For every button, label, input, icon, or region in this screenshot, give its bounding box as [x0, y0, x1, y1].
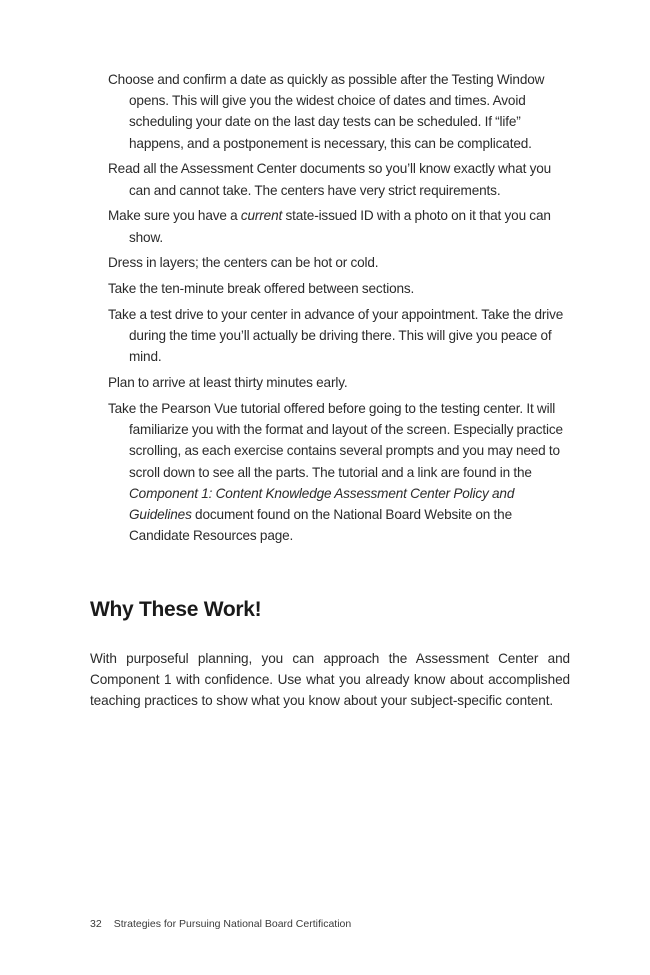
tip-text: Choose and confirm a date as quickly as possible after the Testing Window opens. This will give you the widest choice of dates and times. Avoid scheduling your date on the last day tests can be scheduled. If “life” happens, and a postponement is necessary, this can be complicated. [108, 72, 545, 151]
tip-text: Take a test drive to your center in advance of your appointment. Take the drive during the time you’ll actually be driving there. This will give you peace of mind. [108, 307, 564, 365]
tip-item [108, 205, 570, 247]
tip-item [108, 69, 570, 154]
tip-text: Plan to arrive at least thirty minutes early. [108, 375, 348, 391]
tip-text: document found on the National Board Website on the Candidate Resources page. [129, 507, 512, 544]
tip-text-italic: Component 1: Content Knowledge Assessment Center Policy and Guidelines [129, 485, 515, 523]
tip-item [108, 398, 570, 546]
running-footer-title: Strategies for Pursuing National Board Certification [113, 918, 352, 930]
tip-item [108, 252, 570, 273]
tip-text: Dress in layers; the centers can be hot or cold. [108, 255, 379, 271]
tip-item [108, 158, 570, 200]
page-footer [90, 918, 351, 930]
tip-text: state-issued ID with a photo on it that you can show. [129, 208, 551, 245]
tip-item [108, 372, 570, 393]
tip-text: Take the Pearson Vue tutorial offered before going to the testing center. It will familiarize you with the format and layout of the screen. Especially practice scrolling, as each exercise contains several prompts and you may need to scroll down to see all the parts. The tutorial and a link are found in the [108, 401, 563, 480]
tips-list [108, 69, 570, 551]
tip-text-italic: current [240, 208, 283, 224]
section-heading: Why These Work! [90, 598, 262, 621]
tip-item [108, 304, 570, 368]
tip-text: Make sure you have a [108, 208, 241, 224]
tip-text: Read all the Assessment Center documents so you’ll know exactly what you can and cannot take. The centers have very strict requirements. [108, 161, 552, 198]
tip-item [108, 278, 570, 299]
tip-text: Take the ten-minute break offered between sections. [108, 281, 415, 297]
section-paragraph: With purposeful planning, you can approach the Assessment Center and Component 1 with confidence. Use what you already know about accomplished teaching practices to show what you know about your subject-specific content. [90, 651, 570, 709]
page-number: 32 [90, 918, 102, 930]
